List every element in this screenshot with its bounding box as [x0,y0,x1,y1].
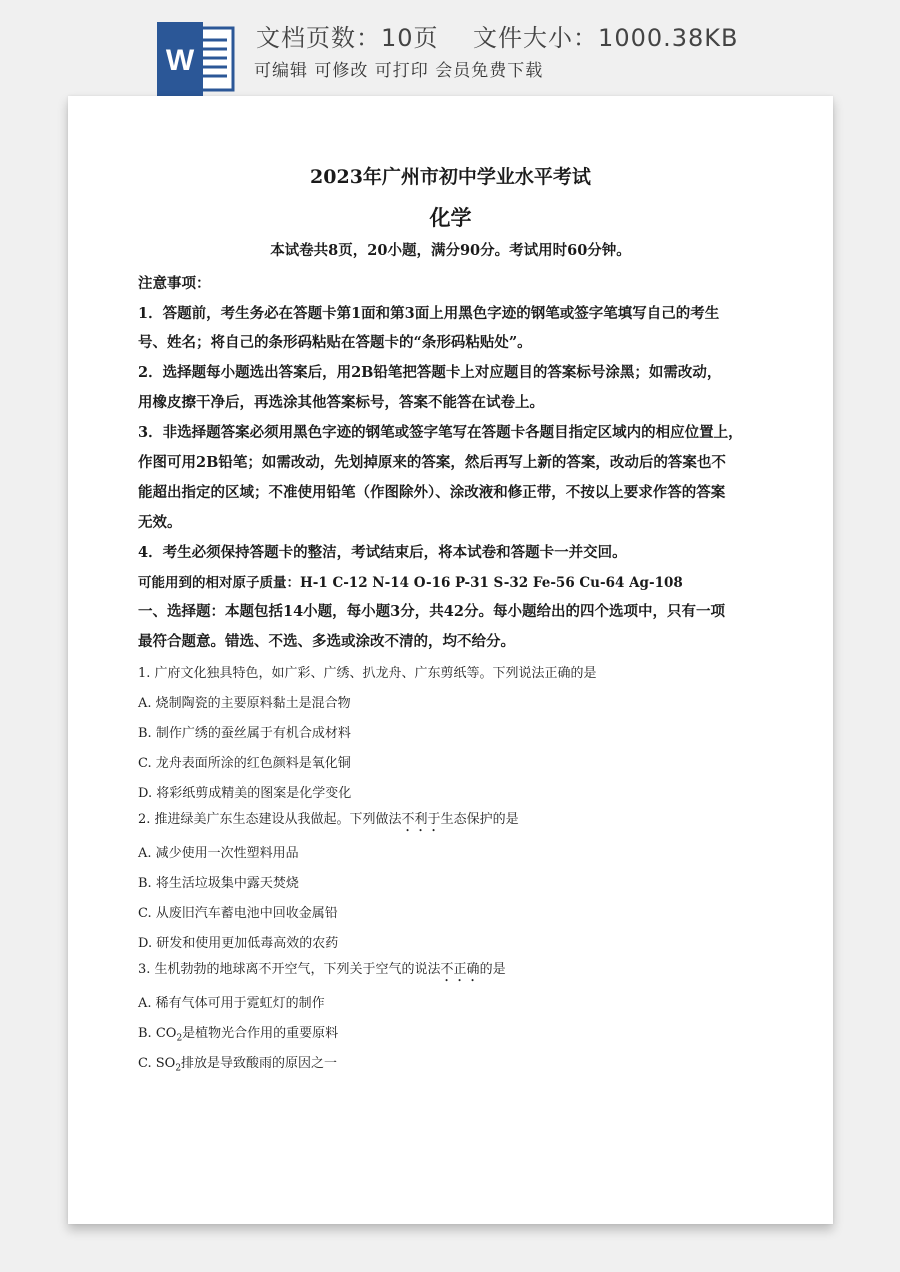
question-1-option-c: C. 龙舟表面所涂的红色颜料是氧化铜 [138,756,351,771]
option-text: B. CO [138,1026,177,1041]
notice-heading: 注意事项： [138,275,211,292]
question-3-stem [138,958,506,985]
notice-line: 号、姓名；将自己的条形码粘贴在答题卡的“条形码粘贴处”。 [138,334,532,351]
section-heading: 一、选择题：本题包括14小题，每小题3分，共42分。每小题给出的四个选项中，只有一项 [138,603,725,620]
option-text: 是植物光合作用的重要原料 [182,1026,339,1041]
notice-line: 4．考生必须保持答题卡的整洁，考试结束后，将本试卷和答题卡一并交回。 [138,544,627,561]
question-2-option-b: B. 将生活垃圾集中露天焚烧 [138,876,299,891]
question-2-option-a: A. 减少使用一次性塑料用品 [138,846,299,861]
question-1-option-d: D. 将彩纸剪成精美的图案是化学变化 [138,786,352,801]
atomic-masses: 可能用到的相对原子质量：H-1 C-12 N-14 O-16 P-31 S-32 Fe-56 Cu-64 Ag-108 [138,575,683,591]
question-2-option-c: C. 从废旧汽车蓄电池中回收金属铅 [138,906,338,921]
stem-text: 3. 生机勃勃的地球离不开空气，下列关于空气的说法 [138,962,441,977]
exam-info: 本试卷共8页，20小题，满分90分。考试用时60分钟。 [270,242,631,259]
notice-line: 作图可用2B铅笔；如需改动，先划掉原来的答案，然后再写上新的答案，改动后的答案也不 [138,454,726,471]
notice-line: 2．选择题每小题选出答案后，用2B铅笔把答题卡上对应题目的答案标号涂黑；如需改动， [138,364,722,381]
question-2-stem [138,808,519,835]
section-heading: 最符合题意。错选、不选、多选或涂改不清的，均不给分。 [138,633,515,650]
question-3-option-a: A. 稀有气体可用于霓虹灯的制作 [138,996,325,1011]
stem-text: 2. 推进绿美广东生态建设从我做起。下列做法 [138,812,402,827]
notice-line: 用橡皮擦干净后，再选涂其他答案标号，答案不能答在试卷上。 [138,394,544,411]
option-text: 排放是导致酸雨的原因之一 [181,1056,338,1071]
word-document-icon [157,22,237,96]
question-3-option-b [138,1022,338,1044]
stem-text: 生态保护的是 [440,812,519,827]
subscript: 2 [176,1033,183,1044]
exam-title: 2023年广州市初中学业水平考试 [310,166,591,188]
svg-text:W: W [165,44,195,77]
question-1-option-a: A. 烧制陶瓷的主要原料黏土是混合物 [138,696,351,711]
stem-text: 的是 [479,962,506,977]
notice-line: 无效。 [138,514,182,531]
file-info-title: 文档页数：10页 文件大小：1000.38KB [256,24,739,52]
option-text: C. SO [138,1056,176,1071]
question-1-stem: 1. 广府文化独具特色，如广彩、广绣、扒龙舟、广东剪纸等。下列说法正确的是 [138,666,597,681]
subscript: 2 [175,1063,182,1074]
question-2-option-d: D. 研发和使用更加低毒高效的农药 [138,936,339,951]
notice-line: 能超出指定的区域；不准使用铅笔（作图除外）、涂改液和修正带，不按以上要求作答的答案 [138,484,726,501]
exam-paper-page [68,96,833,1224]
question-3-option-c [138,1052,337,1074]
notice-line: 3．非选择题答案必须用黑色字迹的钢笔或签字笔写在答题卡各题目指定区域内的相应位置上， [138,424,743,441]
emphasis-text: 不正确 [440,962,480,977]
subject-title: 化学 [429,205,472,230]
notice-line: 1．答题前，考生务必在答题卡第1面和第3面上用黑色字迹的钢笔或签字笔填写自己的考生 [138,305,720,322]
question-1-option-b: B. 制作广绣的蚕丝属于有机合成材料 [138,726,351,741]
download-banner [0,0,900,100]
file-features: 可编辑 可修改 可打印 会员免费下载 [254,61,544,81]
emphasis-text: 不利于 [401,812,441,827]
